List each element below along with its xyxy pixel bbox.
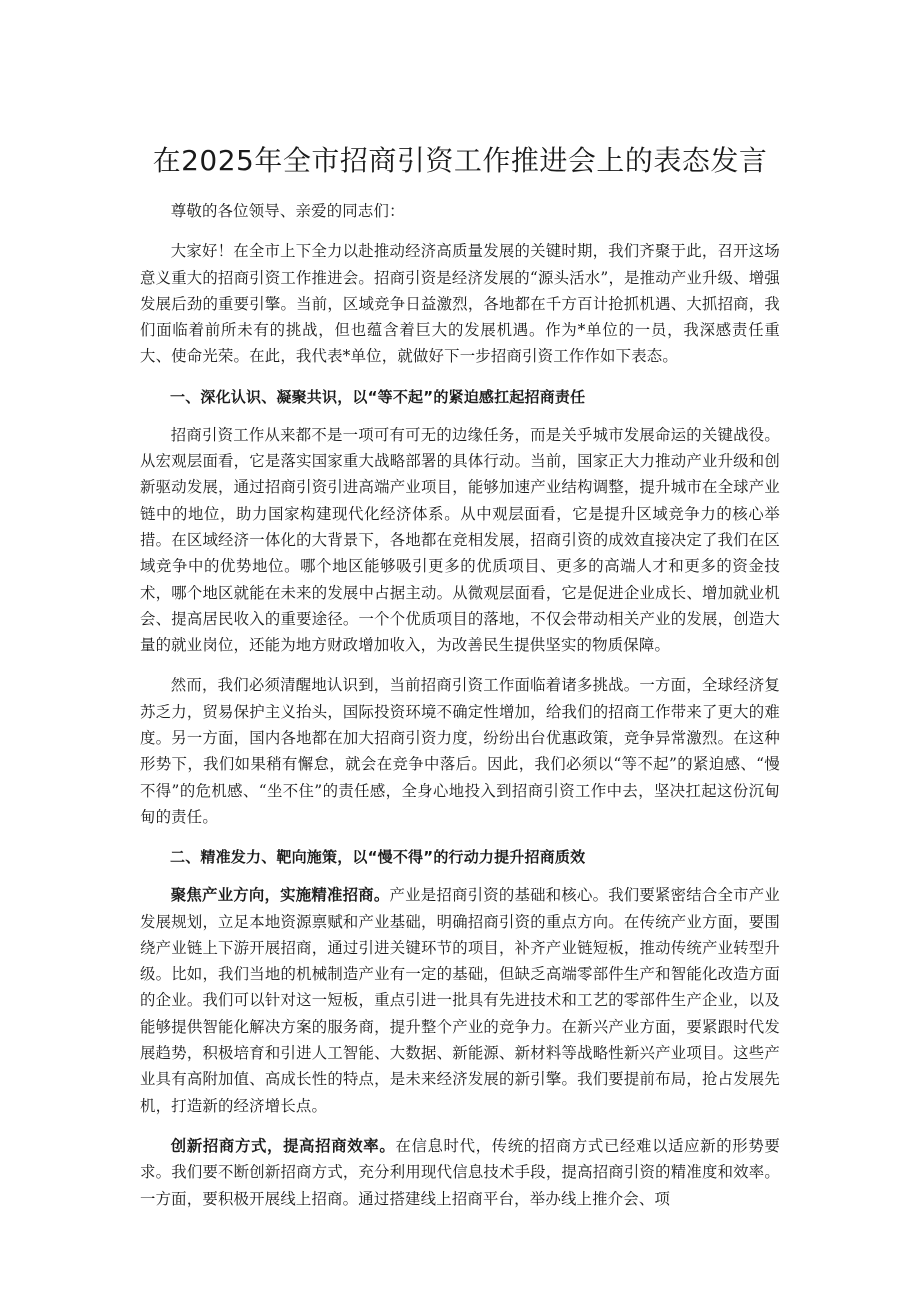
section-1-paragraph-2: 然而，我们必须清醒地认识到，当前招商引资工作面临着诸多挑战。一方面，全球经济复苏乏力，贸易保护主义抬头，国际投资环境不确定性增加，给我们的招商工作带来了更大的难度。另一方面，国内各地都在加大招商引资力度，纷纷出台优惠政策，竞争异常激烈。在这种形势下，我们如果稍有懈怠，就会在竞争中落后。因此，我们必须以“等不起”的紧迫感、“慢不得”的危机感、“坐不住”的责任感，全身心地投入到招商引资工作中去，坚决扛起这份沉甸甸的责任。 — [140, 676, 780, 826]
section-2-heading: 二、精准发力、靶向施策，以“慢不得”的行动力提升招商质效 — [170, 848, 586, 867]
section-1-heading: 一、深化认识、凝聚共识，以“等不起”的紧迫感扛起招商责任 — [170, 387, 586, 406]
section-2-paragraph-1-text: 产业是招商引资的基础和核心。我们要紧密结合全市产业发展规划，立足本地资源禀赋和产业基础，明确招商引资的重点方向。在传统产业方面，要围绕产业链上下游开展招商，通过引进关键环节的项目，补齐产业链短板，推动传统产业转型升级。比如，我们当地的机械制造产业有一定的基础，但缺乏高端零部件生产和智能化改造方面的企业。我们可以针对这一短板，重点引进一批具有先进技术和工艺的零部件生产企业，以及能够提供智能化解决方案的服务商，提升整个产业的竞争力。在新兴产业方面，要紧跟时代发展趋势，积极培育和引进人工智能、大数据、新能源、新材料等战略性新兴产业项目。这些产业具有高附加值、高成长性的特点，是未来经济发展的新引擎。我们要提前布局，抢占发展先机，打造新的经济增长点。 — [140, 886, 780, 1115]
section-2-paragraph-2-text: 在信息时代，传统的招商方式已经难以适应新的形势要求。我们要不断创新招商方式，充分利用现代信息技术手段，提高招商引资的精准度和效率。一方面，要积极开展线上招商。通过搭建线上招商平台，举办线上推介会、项 — [140, 1136, 780, 1208]
section-2-paragraph-1 — [140, 882, 780, 1119]
section-1-paragraph-1: 招商引资工作从来都不是一项可有可无的边缘任务，而是关乎城市发展命运的关键战役。从宏观层面看，它是落实国家重大战略部署的具体行动。当前，国家正大力推动产业升级和创新驱动发展，通过招商引资引进高端产业项目，能够加速产业结构调整，提升城市在全球产业链中的地位，助力国家构建现代化经济体系。从中观层面看，它是提升区域竞争力的核心举措。在区域经济一体化的大背景下，各地都在竞相发展，招商引资的成效直接决定了我们在区域竞争中的优势地位。哪个地区能够吸引更多的优质项目、更多的高端人才和更多的资金技术，哪个地区就能在未来的发展中占据主动。从微观层面看，它是促进企业成长、增加就业机会、提高居民收入的重要途径。一个个优质项目的落地，不仅会带动相关产业的发展，创造大量的就业岗位，还能为地方财政增加收入，为改善民生提供坚实的物质保障。 — [140, 425, 780, 655]
document-body — [140, 198, 780, 1226]
section-2-paragraph-2-lead: 创新招商方式，提高招商效率。 — [170, 1136, 396, 1155]
greeting-paragraph: 尊敬的各位领导、亲爱的同志们： — [170, 202, 405, 220]
document-title: 在2025年全市招商引资工作推进会上的表态发言 — [152, 144, 768, 177]
section-2-paragraph-2 — [140, 1133, 780, 1212]
section-2-paragraph-1-lead: 聚焦产业方向，实施精准招商。 — [170, 886, 390, 905]
intro-paragraph: 大家好！在全市上下全力以赴推动经济高质量发展的关键时期，我们齐聚于此，召开这场意义重大的招商引资工作推进会。招商引资是经济发展的“源头活水”，是推动产业升级、增强发展后劲的重要引擎。当前，区域竞争日益激烈，各地都在千方百计抢抓机遇、大抓招商，我们面临着前所未有的挑战，但也蕴含着巨大的发展机遇。作为*单位的一员，我深感责任重大、使命光荣。在此，我代表*单位，就做好下一步招商引资工作作如下表态。 — [140, 242, 780, 366]
